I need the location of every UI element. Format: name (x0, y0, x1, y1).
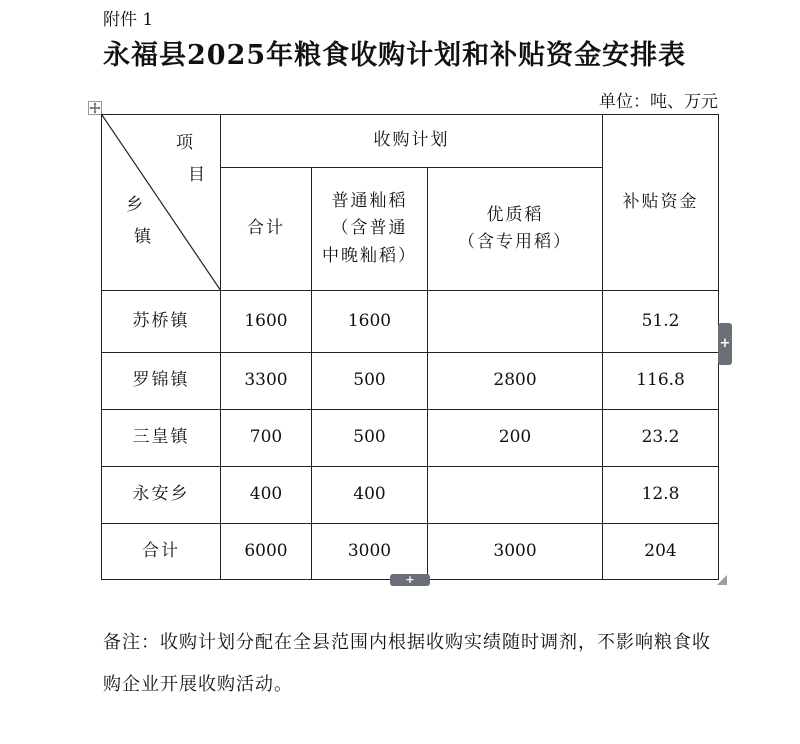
header-subsidy: 补贴资金 (603, 115, 719, 291)
header-quality-rice: 优质稻 （含专用稻） (428, 168, 603, 291)
header-purchase-plan: 收购计划 (221, 115, 603, 168)
cell-town: 苏桥镇 (102, 291, 221, 353)
grain-purchase-table (101, 114, 719, 580)
cell-town: 三皇镇 (102, 410, 221, 467)
table-row (102, 410, 719, 467)
cell-town: 罗锦镇 (102, 353, 221, 410)
cell-town: 合计 (102, 524, 221, 580)
add-column-button[interactable]: + (390, 574, 430, 586)
header-total: 合计 (221, 168, 312, 291)
cell-subsidy: 12.8 (603, 467, 719, 524)
corner-item-label: 项 目 (176, 133, 205, 186)
add-row-button[interactable]: + (718, 323, 732, 365)
cell-total: 1600 (221, 291, 312, 353)
cell-total: 3300 (221, 353, 312, 410)
grain-purchase-table-wrapper (101, 114, 718, 576)
cell-subsidy: 204 (603, 524, 719, 580)
cell-quality (428, 467, 603, 524)
cell-quality: 200 (428, 410, 603, 467)
unit-label: 单位：吨、万元 (599, 92, 718, 112)
table-row (102, 353, 719, 410)
document-title: 永福县2025年粮食收购计划和补贴资金安排表 (103, 40, 687, 71)
header-corner-cell (102, 115, 221, 291)
cell-regular: 500 (312, 353, 428, 410)
header-regular-rice: 普通籼稻 （含普通 中晚籼稻） (312, 168, 428, 291)
cell-town: 永安乡 (102, 467, 221, 524)
cell-total: 6000 (221, 524, 312, 580)
corner-town-label: 乡 镇 (126, 195, 151, 248)
cell-subsidy: 23.2 (603, 410, 719, 467)
cell-quality (428, 291, 603, 353)
remarks-note: 备注：收购计划分配在全县范围内根据收购实绩随时调剂，不影响粮食收购企业开展收购活动。 (103, 632, 711, 695)
table-row (102, 467, 719, 524)
attachment-label: 附件 1 (103, 10, 154, 30)
cell-quality: 3000 (428, 524, 603, 580)
cell-regular: 3000 (312, 524, 428, 580)
table-resize-handle-icon[interactable] (716, 574, 728, 586)
cell-quality: 2800 (428, 353, 603, 410)
cell-subsidy: 116.8 (603, 353, 719, 410)
cell-total: 400 (221, 467, 312, 524)
table-row (102, 291, 719, 353)
cell-subsidy: 51.2 (603, 291, 719, 353)
table-row (102, 524, 719, 580)
cell-total: 700 (221, 410, 312, 467)
cell-regular: 1600 (312, 291, 428, 353)
table-move-handle-icon[interactable] (88, 101, 102, 115)
cell-regular: 400 (312, 467, 428, 524)
cell-regular: 500 (312, 410, 428, 467)
